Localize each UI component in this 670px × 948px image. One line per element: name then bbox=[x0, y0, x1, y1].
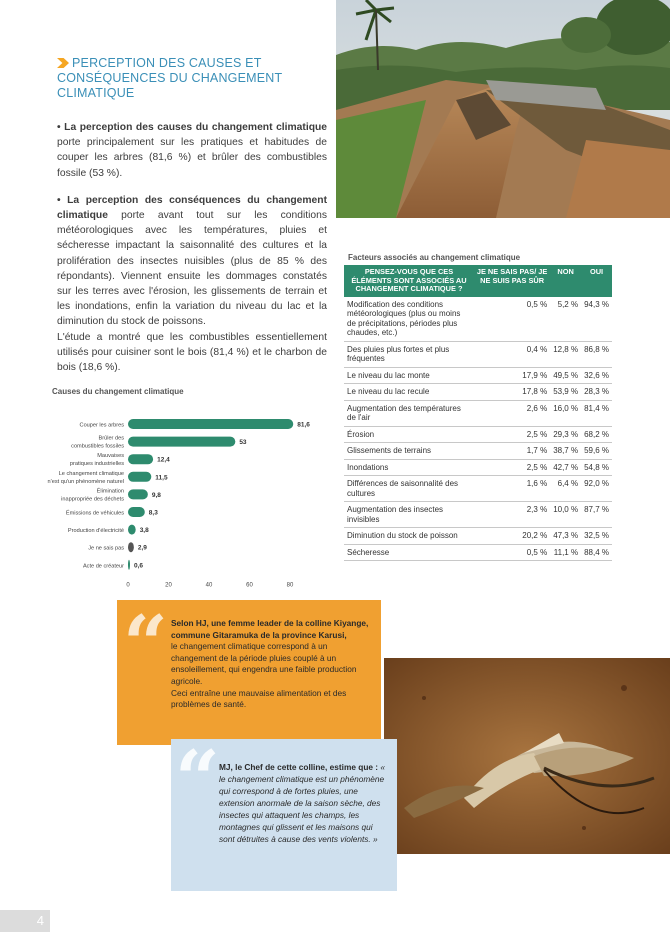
table-row bbox=[344, 443, 612, 460]
header-no: NON bbox=[550, 265, 581, 297]
cell-unsure: 2,5 % bbox=[474, 426, 550, 443]
body-text bbox=[57, 120, 327, 387]
cell-yes: 59,6 % bbox=[581, 443, 612, 460]
table-row bbox=[344, 502, 612, 528]
cell-unsure: 0,4 % bbox=[474, 341, 550, 367]
table-row bbox=[344, 367, 612, 384]
category-label: Je ne sais pas bbox=[88, 545, 124, 552]
category-label: pratiques industrielles bbox=[69, 461, 124, 468]
heading-line1: PERCEPTION DES CAUSES ET bbox=[72, 56, 262, 70]
page-number: 4 bbox=[36, 913, 44, 928]
paragraph-fuels: L'étude a montré que les combustibles essentiellement utilisés pour cuisiner sont le bois (81,4 %) et le charbon de bois (18,6 %). bbox=[57, 331, 327, 374]
table-body bbox=[344, 297, 612, 561]
cell-no: 10,0 % bbox=[550, 502, 581, 528]
quote-hj-text bbox=[171, 618, 371, 711]
table-row bbox=[344, 528, 612, 545]
quote-mj-body: « le changement climatique est un phénomène qui correspond à de fortes pluies, une extension anormale de la saison sèche, des insectes qui attaquent les champs, les montagnes qui glissent et les maisons qui sont détruites à cause des vents violents. » bbox=[219, 762, 385, 844]
category-label: combustibles fossiles bbox=[71, 443, 124, 450]
table-row bbox=[344, 476, 612, 502]
row-label: Glissements de terrains bbox=[344, 443, 474, 460]
heading-line3: CLIMATIQUE bbox=[57, 86, 135, 100]
cell-unsure: 1,6 % bbox=[474, 476, 550, 502]
cell-unsure: 2,5 % bbox=[474, 459, 550, 476]
cell-unsure: 1,7 % bbox=[474, 443, 550, 460]
bar-chart-svg bbox=[40, 410, 330, 589]
cell-no: 12,8 % bbox=[550, 341, 581, 367]
category-label: Couper les arbres bbox=[79, 422, 124, 429]
paragraph-consequences-lead: • La perception des conséquences du changement climatique bbox=[57, 194, 327, 222]
quote-box-mj bbox=[171, 734, 397, 891]
cell-no: 42,7 % bbox=[550, 459, 581, 476]
paragraph-causes bbox=[57, 120, 327, 181]
table-header-row bbox=[344, 265, 612, 297]
x-tick-label: 40 bbox=[205, 582, 213, 589]
cell-yes: 86,8 % bbox=[581, 341, 612, 367]
value-label: 81,6 bbox=[297, 421, 310, 429]
bar bbox=[128, 507, 145, 517]
bar bbox=[128, 437, 235, 447]
quote-hj-intro: Selon HJ, une femme leader de la colline Kiyange, commune Gitaramuka de la province Karusi, bbox=[171, 618, 369, 640]
table-caption: Facteurs associés au changement climatique bbox=[348, 253, 521, 262]
cell-yes: 88,4 % bbox=[581, 544, 612, 561]
x-tick-label: 80 bbox=[286, 582, 294, 589]
value-label: 12,4 bbox=[157, 456, 170, 464]
bar bbox=[128, 472, 151, 482]
category-label: Production d'électricité bbox=[67, 528, 124, 535]
cell-no: 16,0 % bbox=[550, 400, 581, 426]
bar bbox=[128, 419, 293, 429]
row-label: Des pluies plus fortes et plus fréquentes bbox=[344, 341, 474, 367]
quote-hj-body: le changement climatique correspond à un changement de la période pluies couplé à un ensoleillement, qui engendra une faible production agricole. bbox=[171, 641, 357, 686]
cell-yes: 94,3 % bbox=[581, 297, 612, 342]
section-heading bbox=[57, 56, 307, 101]
cell-yes: 92,0 % bbox=[581, 476, 612, 502]
category-label: Brûler des bbox=[98, 435, 124, 442]
header-yes: OUI bbox=[581, 265, 612, 297]
quote-mj-intro: MJ, le Chef de cette colline, estime que : bbox=[219, 762, 379, 772]
cell-yes: 28,3 % bbox=[581, 384, 612, 401]
causes-bar-chart bbox=[40, 410, 330, 589]
heading-line2: CONSÉQUENCES DU CHANGEMENT bbox=[57, 71, 283, 85]
cell-no: 6,4 % bbox=[550, 476, 581, 502]
quote-box-hj bbox=[117, 600, 381, 745]
photo-erosion-landscape bbox=[336, 0, 670, 218]
photo-maize-svg bbox=[384, 658, 670, 854]
row-label: Le niveau du lac recule bbox=[344, 384, 474, 401]
category-label: Acte de créateur bbox=[82, 563, 124, 570]
cell-yes: 68,2 % bbox=[581, 426, 612, 443]
bar bbox=[128, 489, 148, 499]
cell-no: 38,7 % bbox=[550, 443, 581, 460]
value-label: 11,5 bbox=[155, 474, 168, 482]
category-label: Mauvaises bbox=[97, 453, 124, 460]
cell-no: 53,9 % bbox=[550, 384, 581, 401]
value-label: 3,8 bbox=[139, 527, 149, 535]
value-label: 0,6 bbox=[134, 562, 144, 570]
quote-mj-text bbox=[219, 761, 389, 845]
category-label: n'est qu'un phénomène naturel bbox=[47, 478, 124, 485]
cell-yes: 54,8 % bbox=[581, 459, 612, 476]
category-label: Émissions de véhicules bbox=[65, 510, 124, 517]
cell-unsure: 2,3 % bbox=[474, 502, 550, 528]
cell-yes: 32,5 % bbox=[581, 528, 612, 545]
cell-yes: 81,4 % bbox=[581, 400, 612, 426]
row-label: Diminution du stock de poisson bbox=[344, 528, 474, 545]
row-label: Sécheresse bbox=[344, 544, 474, 561]
category-label: Élimination bbox=[96, 488, 124, 495]
bar bbox=[128, 542, 134, 552]
x-tick-label: 20 bbox=[165, 582, 172, 589]
cell-unsure: 2,6 % bbox=[474, 400, 550, 426]
cell-no: 47,3 % bbox=[550, 528, 581, 545]
cell-unsure: 17,9 % bbox=[474, 367, 550, 384]
paragraph-causes-lead: • La perception des causes du changement climatique bbox=[57, 122, 327, 133]
table-row bbox=[344, 400, 612, 426]
value-label: 9,8 bbox=[151, 491, 161, 499]
cell-no: 5,2 % bbox=[550, 297, 581, 342]
cell-yes: 87,7 % bbox=[581, 502, 612, 528]
cell-unsure: 0,5 % bbox=[474, 544, 550, 561]
factors-table bbox=[344, 265, 612, 561]
value-label: 2,9 bbox=[137, 544, 147, 552]
bar bbox=[128, 525, 136, 535]
value-label: 8,3 bbox=[148, 509, 158, 517]
photo-erosion-svg bbox=[336, 0, 670, 218]
cell-unsure: 0,5 % bbox=[474, 297, 550, 342]
category-label: inappropriée des déchets bbox=[61, 496, 124, 503]
page-number-tab bbox=[0, 910, 50, 932]
bar bbox=[128, 454, 153, 464]
quote-mark-icon: “ bbox=[175, 734, 220, 825]
row-label: Différences de saisonnalité des cultures bbox=[344, 476, 474, 502]
paragraph-causes-rest: porte principalement sur les pratiques et habitudes de couper les arbres (81,6 %) et brûler des combustibles fossile (53 %). bbox=[57, 137, 327, 179]
row-label: Augmentation des insectes invisibles bbox=[344, 502, 474, 528]
table-row bbox=[344, 544, 612, 561]
cell-no: 29,3 % bbox=[550, 426, 581, 443]
bar bbox=[128, 560, 130, 570]
row-label: Le niveau du lac monte bbox=[344, 367, 474, 384]
cell-unsure: 20,2 % bbox=[474, 528, 550, 545]
table-row bbox=[344, 459, 612, 476]
paragraph-consequences bbox=[57, 193, 327, 330]
row-label: Augmentation des températures de l'air bbox=[344, 400, 474, 426]
chart-title: Causes du changement climatique bbox=[52, 387, 184, 396]
value-label: 53 bbox=[239, 439, 247, 447]
table-row bbox=[344, 384, 612, 401]
table-row bbox=[344, 341, 612, 367]
category-label: Le changement climatique bbox=[58, 470, 124, 477]
quote-hj-body2: Ceci entraîne une mauvaise alimentation et des problèmes de santé. bbox=[171, 687, 347, 710]
paragraph-consequences-rest: porte avant tout sur les conditions météorologiques avec les températures, pluies et sécheresse impactant la saisonnalité des cultures et la prolifération des insectes nuisibles (plus de 85 % des répondants). Viennent ensuite les dommages constatés sur les terres avec l'érosion, les glissements de terrain et les inondations, enfin la variation du niveau du lac et la diminution du stock de poissons. bbox=[57, 210, 327, 328]
table-row bbox=[344, 426, 612, 443]
cell-no: 11,1 % bbox=[550, 544, 581, 561]
row-label: Modification des conditions météorologiques (plus ou moins de précipitations, périodes plus chaudes, etc.) bbox=[344, 297, 474, 342]
cell-no: 49,5 % bbox=[550, 367, 581, 384]
header-question: PENSEZ-VOUS QUE CES ÉLÉMENTS SONT ASSOCIÉS AU CHANGEMENT CLIMATIQUE ? bbox=[344, 265, 474, 297]
row-label: Inondations bbox=[344, 459, 474, 476]
chevron-icon bbox=[57, 58, 69, 68]
x-tick-label: 60 bbox=[246, 582, 253, 589]
quote-mark-icon: “ bbox=[123, 599, 168, 690]
header-unsure: JE NE SAIS PAS/ JE NE SUIS PAS SÛR bbox=[474, 265, 550, 297]
photo-dried-maize bbox=[384, 658, 670, 854]
x-tick-label: 0 bbox=[126, 582, 130, 589]
cell-yes: 32,6 % bbox=[581, 367, 612, 384]
cell-unsure: 17,8 % bbox=[474, 384, 550, 401]
row-label: Érosion bbox=[344, 426, 474, 443]
table-row bbox=[344, 297, 612, 342]
